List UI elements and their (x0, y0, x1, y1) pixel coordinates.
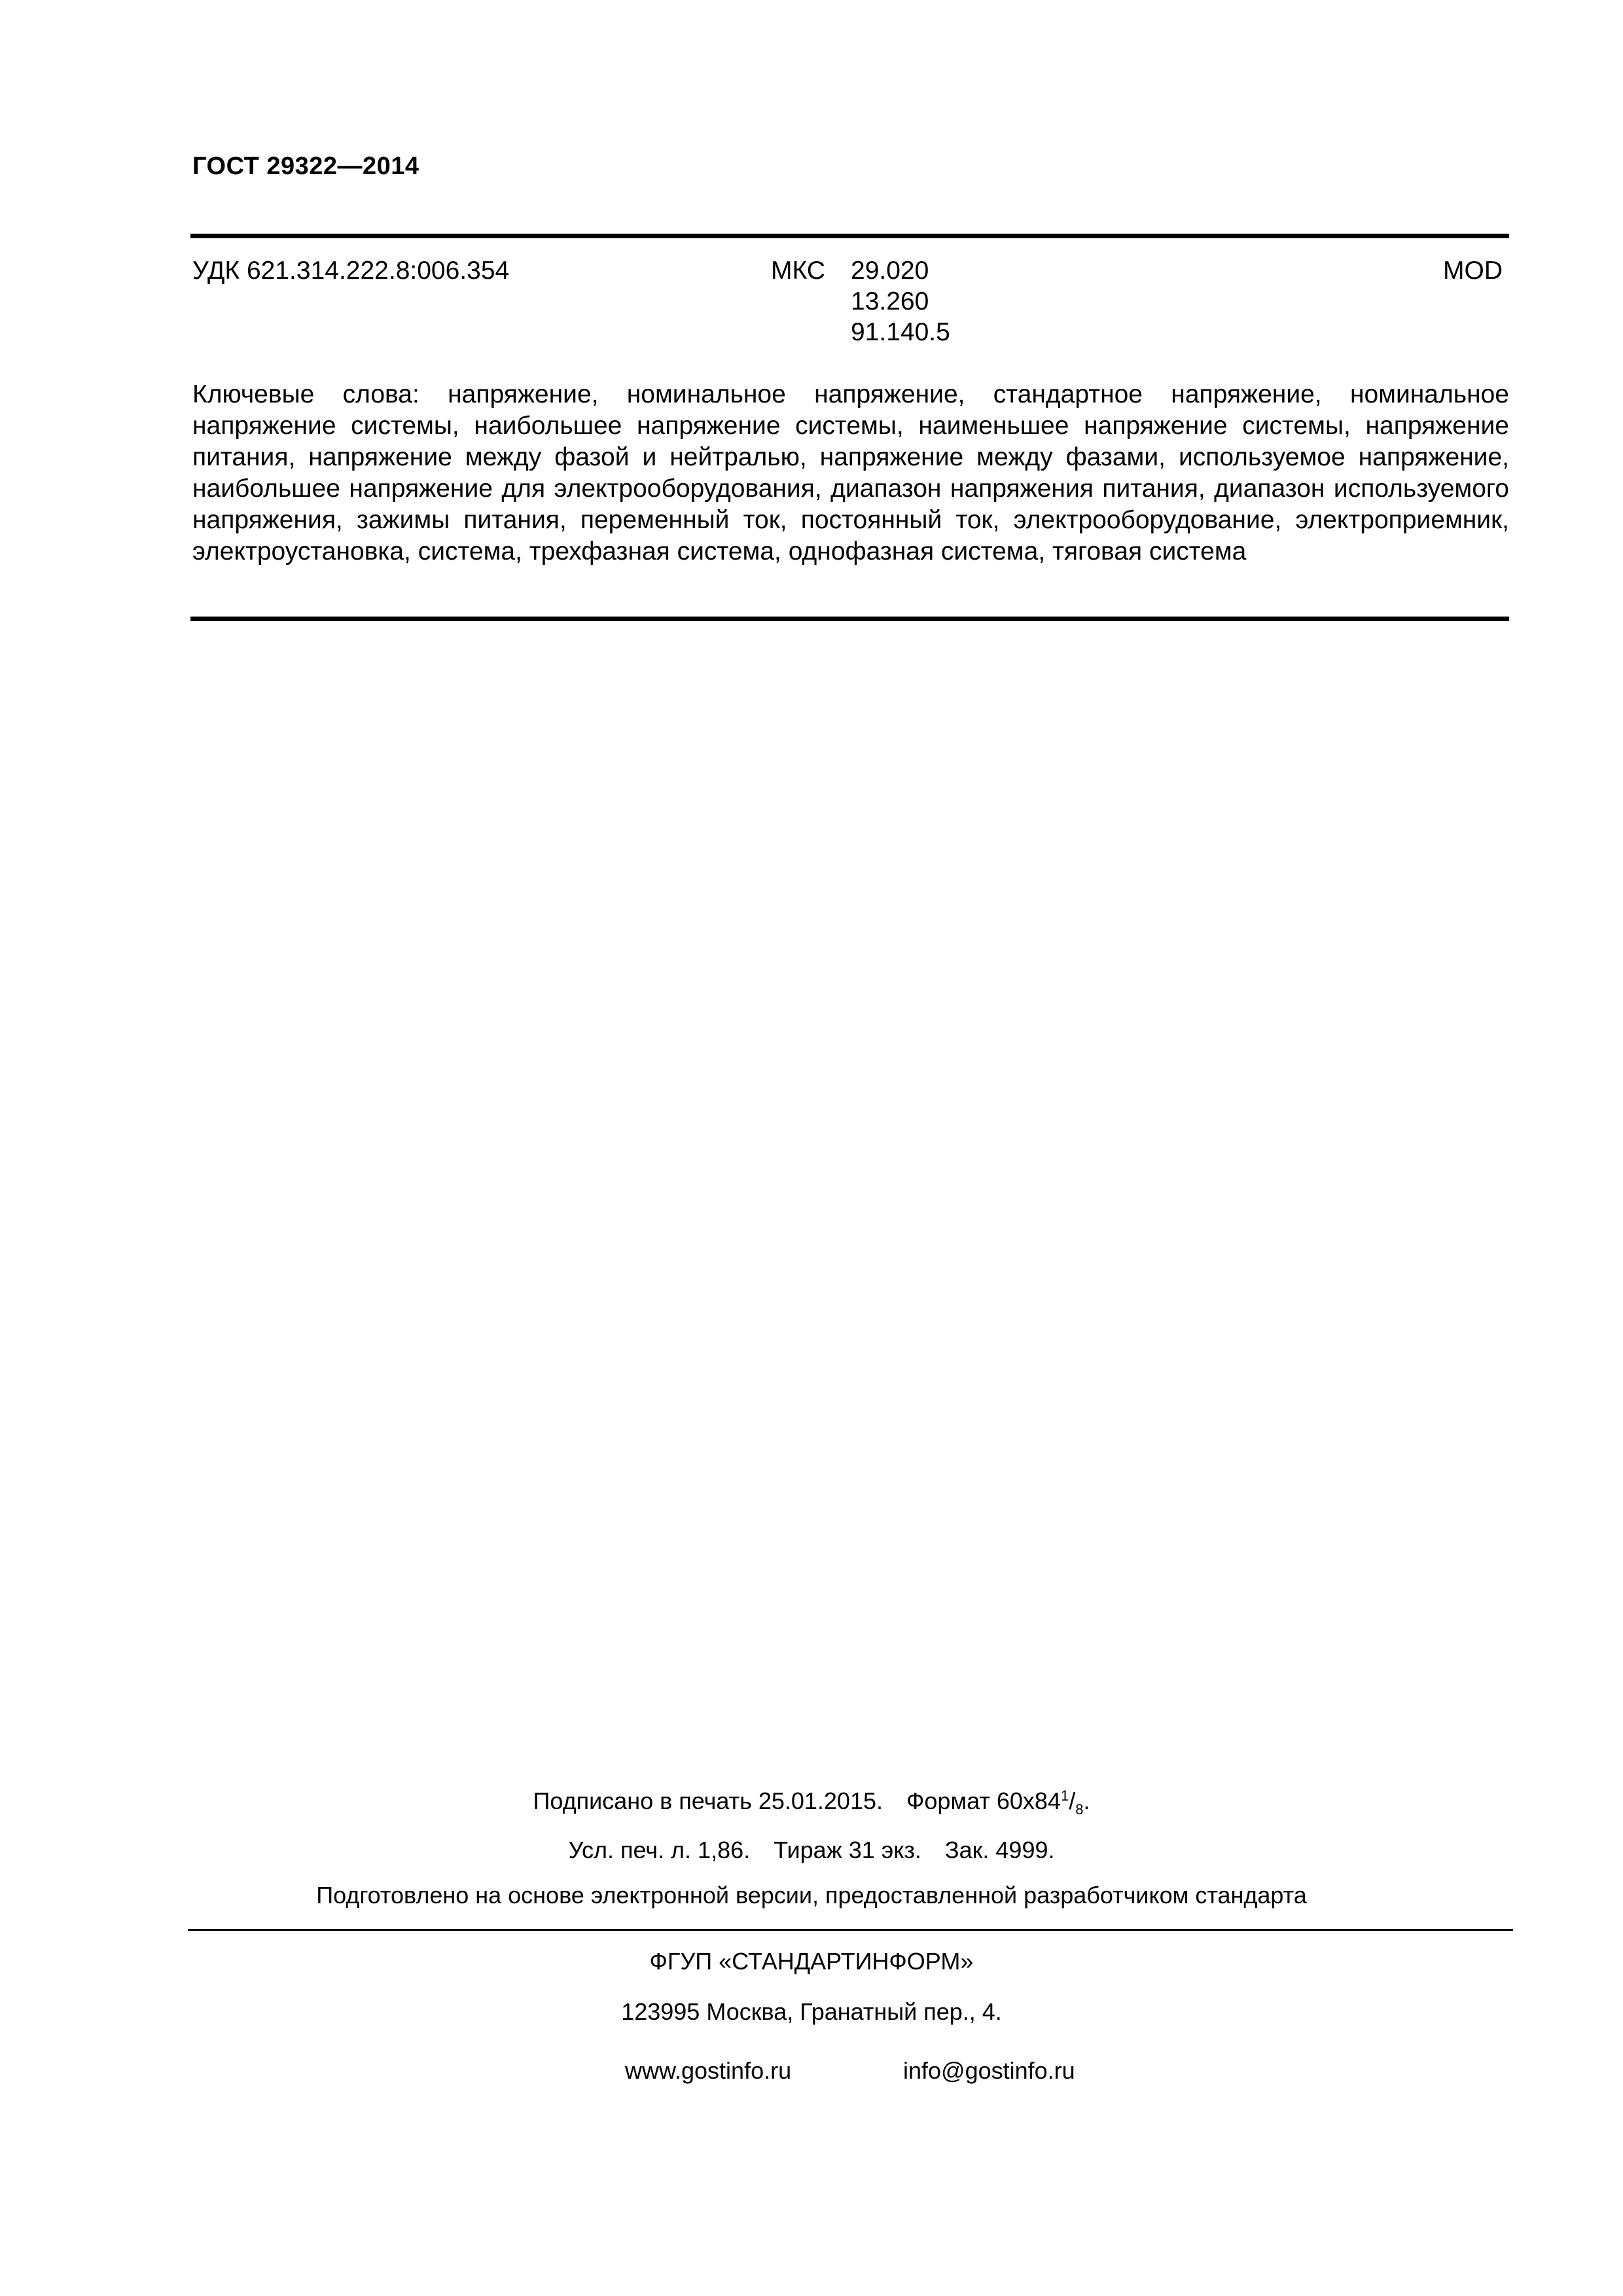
mks-code: 29.020 (851, 257, 929, 285)
imprint-divider (188, 1929, 1513, 1931)
website-link[interactable]: www.gostinfo.ru (625, 2057, 792, 2084)
imprint-print-details (0, 1837, 1623, 1864)
classification-block (192, 255, 1508, 353)
order-number: Зак. 4999. (944, 1837, 1055, 1863)
standard-title: ГОСТ 29322—2014 (192, 152, 419, 180)
signed-date: Подписано в печать 25.01.2015. (533, 1787, 883, 1814)
paper-format: Формат $60x84^1/_8$. (906, 1787, 1090, 1818)
printed-sheets: Усл. печ. л. 1,86. (568, 1837, 751, 1863)
circulation: Тираж 31 экз. (774, 1837, 921, 1863)
mks-codes (851, 255, 950, 348)
mks-code: 13.260 (851, 287, 929, 315)
publisher-name: ФГУП «СТАНДАРТИНФОРМ» (649, 1948, 974, 1975)
publisher-address: 123995 Москва, Гранатный пер., 4. (621, 1998, 1002, 2025)
top-divider (190, 234, 1509, 238)
udk-code: УДК 621.314.222.8:006.354 (192, 257, 510, 285)
imprint-signed-line (0, 1787, 1623, 1818)
mks-label: МКС (771, 257, 825, 285)
keywords-divider (190, 617, 1509, 621)
keywords-paragraph: Ключевые слова: напряжение, номинальное напряжение, стандартное напряжение, номинальное напряжение системы, наибольшее напряжение системы, наименьшее напряжение системы, напряжение питания, напряжение между фазой и нейтралью, напряжение между фазами, используемое напряжение, наибольшее напряжение для электрооборудования, диапазон напряжения питания, диапазон используемого напряжения, зажимы питания, переменный ток, постоянный ток, электрооборудование, электроприемник, электроустановка, система, трехфазная система, однофазная система, тяговая система (192, 380, 1509, 565)
prepared-note: Подготовлено на основе электронной версии, предоставленной разработчиком стандарта (316, 1882, 1307, 1909)
mks-code: 91.140.5 (851, 318, 950, 346)
modification-label: MOD (1443, 257, 1503, 285)
email-link[interactable]: info@gostinfo.ru (903, 2057, 1075, 2084)
